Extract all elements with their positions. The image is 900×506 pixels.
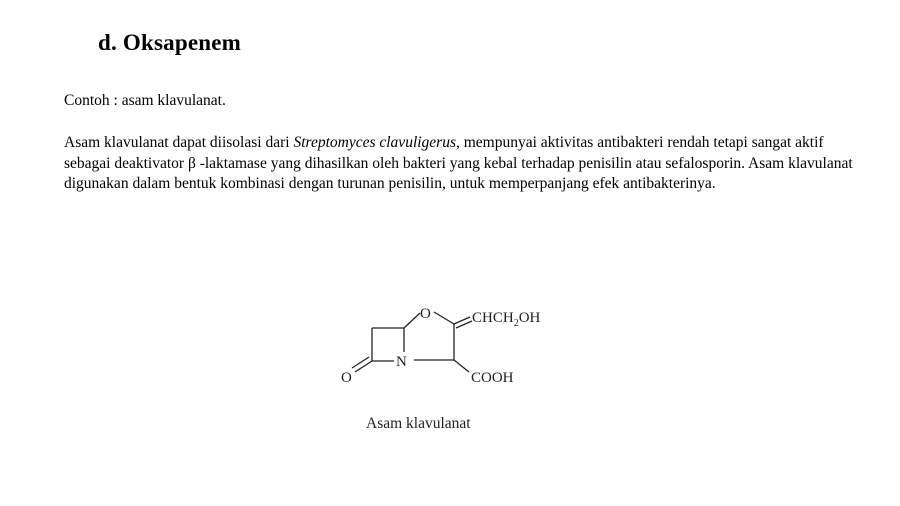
example-line: Contoh : asam klavulanat. bbox=[64, 92, 226, 109]
side-chain-subscript: 2 bbox=[513, 318, 519, 329]
paragraph-text-start: Asam klavulanat dapat diisolasi dari bbox=[64, 134, 294, 151]
group-side-chain bbox=[472, 310, 541, 329]
bond-carbonyl-2 bbox=[352, 357, 369, 368]
atom-o-ring: O bbox=[420, 306, 431, 322]
bond-ring-c-o bbox=[404, 313, 420, 328]
bond-carbonyl-1 bbox=[355, 361, 372, 372]
side-chain-main: CHCH bbox=[472, 310, 514, 326]
bond-ring-o-c bbox=[434, 312, 454, 324]
side-chain-end: OH bbox=[518, 310, 541, 326]
atom-n: N bbox=[396, 354, 407, 370]
organism-name: Streptomyces clavuligerus bbox=[293, 134, 456, 151]
paragraph-text-end: , mempunyai aktivitas antibakteri rendah tetapi sangat aktif sebagai deaktivator β -laktamase yang dihasilkan oleh bakteri yang kebal terhadap penisilin atau sefalosporin. Asam klavulanat digunakan dalam bentuk kombinasi dengan turunan penisilin, untuk memperpanjang efek antibakterinya. bbox=[64, 134, 853, 192]
clavulanic-acid-structure bbox=[330, 296, 570, 396]
body-paragraph bbox=[64, 133, 854, 195]
atom-o-carbonyl: O bbox=[341, 370, 352, 386]
slide-title: d. Oksapenem bbox=[98, 30, 241, 55]
group-acid: COOH bbox=[471, 370, 514, 386]
structure-caption: Asam klavulanat bbox=[366, 415, 471, 432]
bond-acid bbox=[454, 360, 469, 372]
